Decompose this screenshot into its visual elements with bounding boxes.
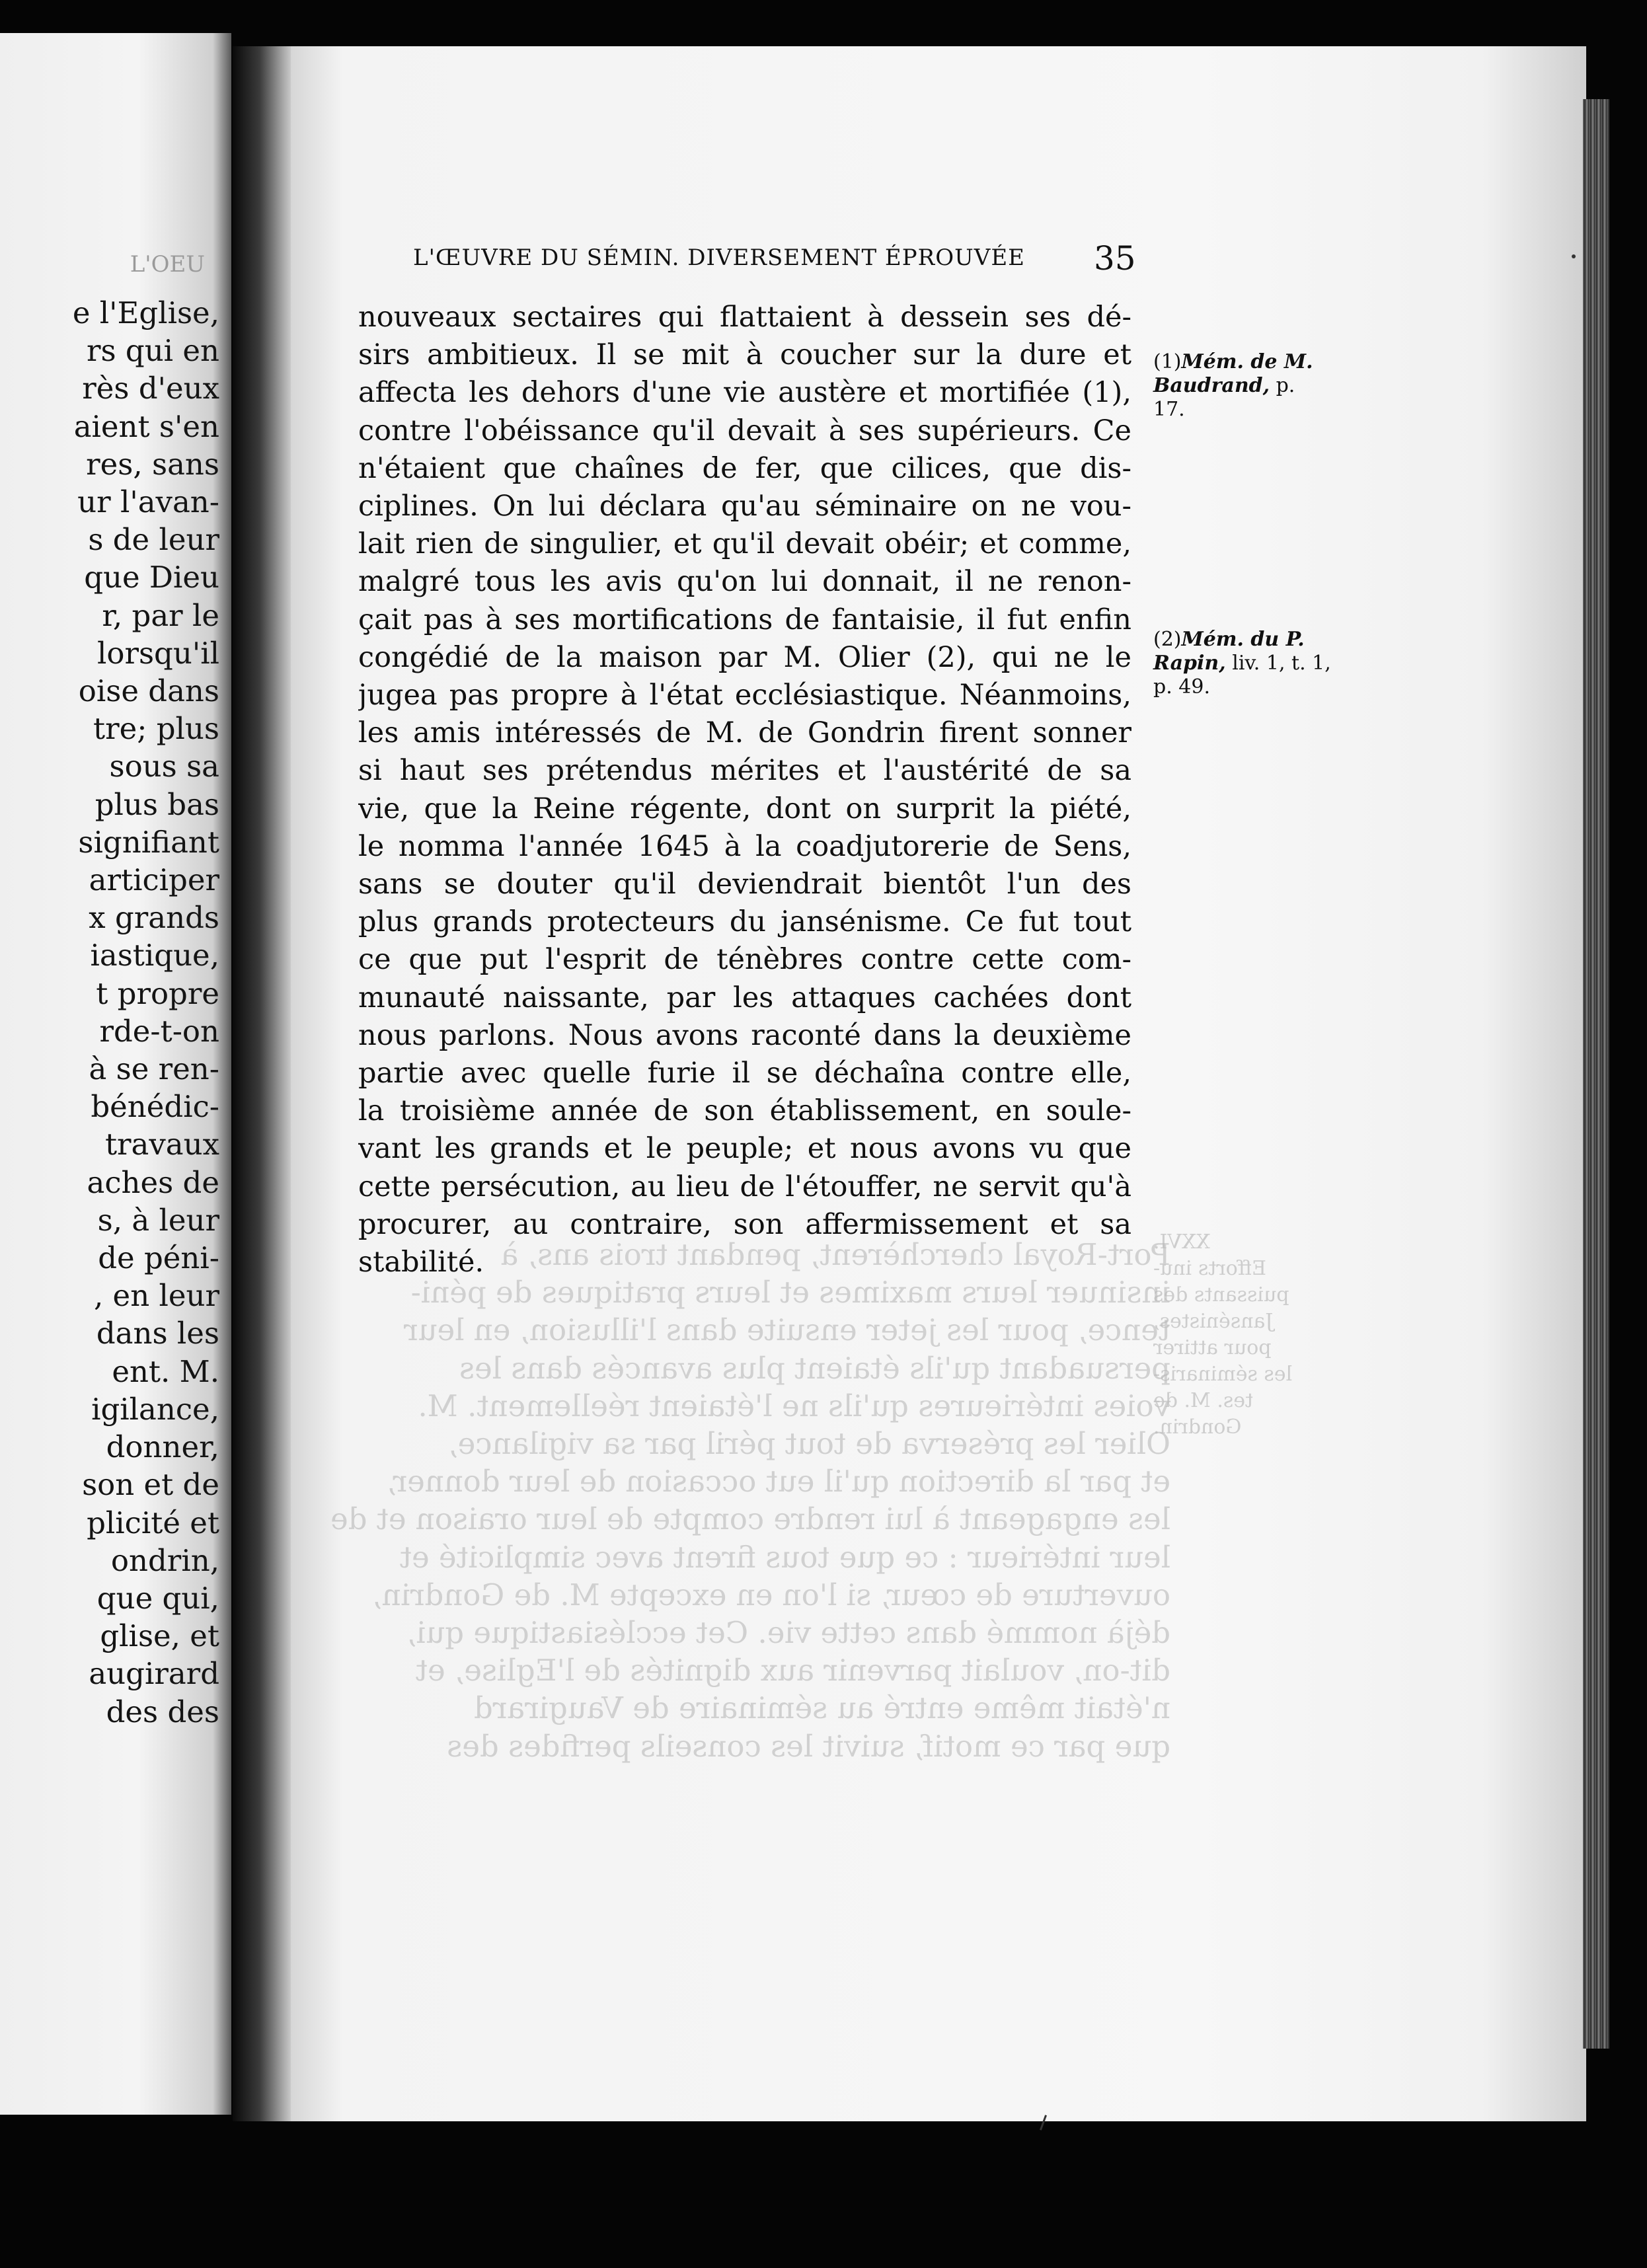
note-1-author: Baudrand, — [1153, 374, 1270, 397]
margin-summary-line: Efforts inu- — [1153, 1257, 1266, 1280]
body-line: vant les grands et le peuple; et nous avons vu que — [358, 1132, 1131, 1166]
left-facing-page — [0, 33, 231, 2115]
bleed-line: ouverture de cœur, si l'on en excepte M. de Gondrin, — [372, 1577, 1170, 1612]
margin-summary-line: les séminaris- — [1153, 1363, 1293, 1386]
body-line: partie avec quelle furie il se déchaîna contre elle, — [358, 1057, 1131, 1090]
page-edge-stack — [1583, 99, 1609, 2049]
left-text-line: ur l'avan- — [77, 484, 219, 520]
body-line: ce que put l'esprit de ténèbres contre cette com- — [358, 943, 1131, 977]
left-text-line: s de leur — [88, 522, 219, 558]
bleed-line: Olier les préserva de tout péril par sa vigilance, — [448, 1426, 1170, 1462]
body-line: le nomma l'année 1645 à la coadjutorerie de Sens, — [358, 829, 1131, 863]
note-1-source: Mém. de M. — [1181, 350, 1313, 373]
left-text-line: s, à leur — [97, 1202, 219, 1238]
body-line: les amis intéressés de M. de Gondrin firent sonner — [358, 716, 1131, 750]
body-line: vie, que la Reine régente, dont on surprit la piété, — [358, 792, 1131, 825]
bleed-through-text — [330, 1236, 1170, 1765]
note-2-prefix: (2) — [1153, 628, 1182, 651]
body-line: affecta les dehors d'une vie austère et mortifiée (1), — [358, 376, 1131, 410]
left-text-line: rès d'eux — [82, 371, 219, 406]
left-text-line: articiper — [89, 862, 219, 898]
bleed-line: tence, pour les jeter ensuite dans l'illusion, en leur — [403, 1312, 1170, 1348]
left-text-line: signifiant — [78, 824, 219, 860]
body-line: n'étaient que chaînes de fer, que cilices, que dis- — [358, 451, 1131, 485]
bleed-line: n'était même entré au séminaire de Vaugirard — [473, 1690, 1170, 1726]
body-line: malgré tous les avis qu'on lui donnait, il ne renon- — [358, 565, 1131, 599]
bleed-line: Port-Royal cherchèrent, pendant trois ans, à — [500, 1237, 1170, 1272]
left-text-line: donner, — [106, 1429, 219, 1465]
left-text-line: dans les — [96, 1316, 219, 1351]
note-1-page: 17. — [1153, 398, 1185, 421]
scan-speck — [1572, 254, 1576, 258]
left-text-line: ondrin, — [110, 1542, 219, 1578]
left-text-line: à se ren- — [89, 1051, 219, 1087]
bleed-line: dit-on, voulait parvenir aux dignités de l'Eglise, et — [415, 1653, 1170, 1688]
left-text-line: aches de — [87, 1164, 219, 1200]
bleed-line: et par la direction qu'il eut occasion de leur donner, — [387, 1464, 1170, 1499]
page-number: 35 — [1094, 239, 1136, 278]
left-text-line: t propre — [96, 975, 219, 1011]
left-text-line: tre; plus — [93, 711, 219, 747]
body-line: la troisième année de son établissement, en soule- — [358, 1094, 1131, 1128]
left-text-line: glise, et — [100, 1618, 219, 1654]
note-1-prefix: (1) — [1153, 350, 1182, 373]
body-line: çait pas à ses mortifications de fantaisie, il fut enfin — [358, 603, 1131, 636]
left-text-line: rs qui en — [86, 333, 219, 369]
left-text-line: plus bas — [95, 786, 219, 822]
body-line: congédié de la maison par M. Olier (2), qui ne le — [358, 640, 1131, 674]
body-line: jugea pas propre à l'état ecclésiastique. Néanmoins, — [358, 679, 1131, 712]
left-text-line: plicité et — [87, 1505, 219, 1540]
left-text-line: igilance, — [91, 1391, 219, 1427]
note-2-page: p. 49. — [1153, 675, 1210, 699]
left-text-line: augirard — [89, 1656, 219, 1692]
bleed-line: déjà nommé dans cette vie. Cet ecclésiastique qui, — [406, 1615, 1170, 1651]
left-text-line: e l'Eglise, — [72, 295, 219, 330]
body-text — [358, 299, 1131, 1281]
left-running-head: L'OEU — [130, 251, 205, 278]
book-gutter — [233, 46, 292, 2121]
margin-summary-line: XXVI. — [1153, 1230, 1210, 1254]
margin-note-1 — [1153, 350, 1313, 422]
body-line: munauté naissante, par les attaques cachées dont — [358, 981, 1131, 1014]
left-text-line: , en leur — [93, 1278, 219, 1314]
left-text-line: que Dieu — [84, 560, 219, 595]
margin-summary-line: pour attirer — [1153, 1336, 1272, 1359]
margin-summary-line: Gondrin. — [1153, 1416, 1242, 1439]
left-text-line: des des — [106, 1694, 219, 1729]
bleed-line: insinuer leurs maximes et leurs pratiques de péni- — [410, 1275, 1170, 1310]
body-line: sirs ambitieux. Il se mit à coucher sur la dure et — [358, 338, 1131, 372]
margin-summary-bleed — [1153, 1229, 1332, 1441]
body-line: cette persécution, au lieu de l'étouffer, ne servit qu'à — [358, 1170, 1131, 1203]
body-line: contre l'obéissance qu'il devait à ses supérieurs. Ce — [358, 414, 1131, 447]
body-line: si haut ses prétendus mérites et l'austérité de sa — [358, 754, 1131, 788]
left-text-line: bénédic- — [91, 1089, 219, 1125]
left-text-line: iastique, — [90, 938, 219, 973]
body-line: stabilité. — [358, 1246, 484, 1279]
left-text-line: que qui, — [96, 1580, 219, 1616]
note-1-ref: p. — [1270, 374, 1295, 397]
bleed-line: voies intérieures qu'ils ne l'étaient réellement. M. — [418, 1388, 1170, 1423]
left-text-line: x grands — [89, 900, 219, 936]
left-text-line: de péni- — [98, 1240, 219, 1276]
note-2-author: Rapin, — [1153, 652, 1226, 675]
body-line: ciplines. On lui déclara qu'au séminaire on ne vou- — [358, 490, 1131, 523]
left-text-line: oise dans — [78, 673, 219, 709]
body-line: sans se douter qu'il deviendrait bientôt l'un des — [358, 868, 1131, 901]
left-text-line: sous sa — [109, 749, 219, 784]
margin-summary-line: puissants des — [1153, 1283, 1289, 1306]
bleed-line: leur intérieur : ce que tous firent avec simplicité et — [399, 1539, 1170, 1575]
left-text-line: ent. M. — [112, 1353, 219, 1389]
margin-note-2 — [1153, 628, 1331, 699]
body-line: plus grands protecteurs du jansénisme. Ce fut tout — [358, 905, 1131, 939]
bleed-line: persuadant qu'ils étaient plus avancés dans les — [459, 1350, 1170, 1386]
bleed-line: que par ce motif, suivit les conseils perfides des — [447, 1728, 1170, 1764]
left-text-line: r, par le — [102, 597, 219, 633]
body-line: nouveaux sectaires qui flattaient à dessein ses dé- — [358, 301, 1131, 334]
left-text-line: res, sans — [86, 446, 219, 482]
note-2-ref: liv. 1, t. 1, — [1225, 652, 1331, 675]
left-text-line: travaux — [104, 1127, 219, 1162]
margin-summary-line: Jansénistes, — [1153, 1310, 1274, 1333]
running-head: L'ŒUVRE DU SÉMIN. DIVERSEMENT ÉPROUVÉE — [413, 245, 1025, 271]
left-text-line: aient s'en — [73, 408, 219, 444]
left-text-line: son et de — [82, 1467, 219, 1503]
body-line: nous parlons. Nous avons raconté dans la deuxième — [358, 1018, 1131, 1052]
note-2-source: Mém. du P. — [1181, 628, 1305, 651]
left-text-line: lorsqu'il — [96, 635, 219, 671]
left-text-line: rde-t-on — [99, 1013, 219, 1049]
margin-summary-line: tes. M. de — [1153, 1389, 1254, 1412]
left-page-text — [73, 294, 219, 1731]
body-line: lait rien de singulier, et qu'il devait obéir; et comme, — [358, 527, 1131, 561]
bleed-line: les engageant à lui rendre compte de leur oraison et de — [330, 1501, 1170, 1537]
body-line: procurer, au contraire, son affermissement et sa — [358, 1207, 1131, 1241]
